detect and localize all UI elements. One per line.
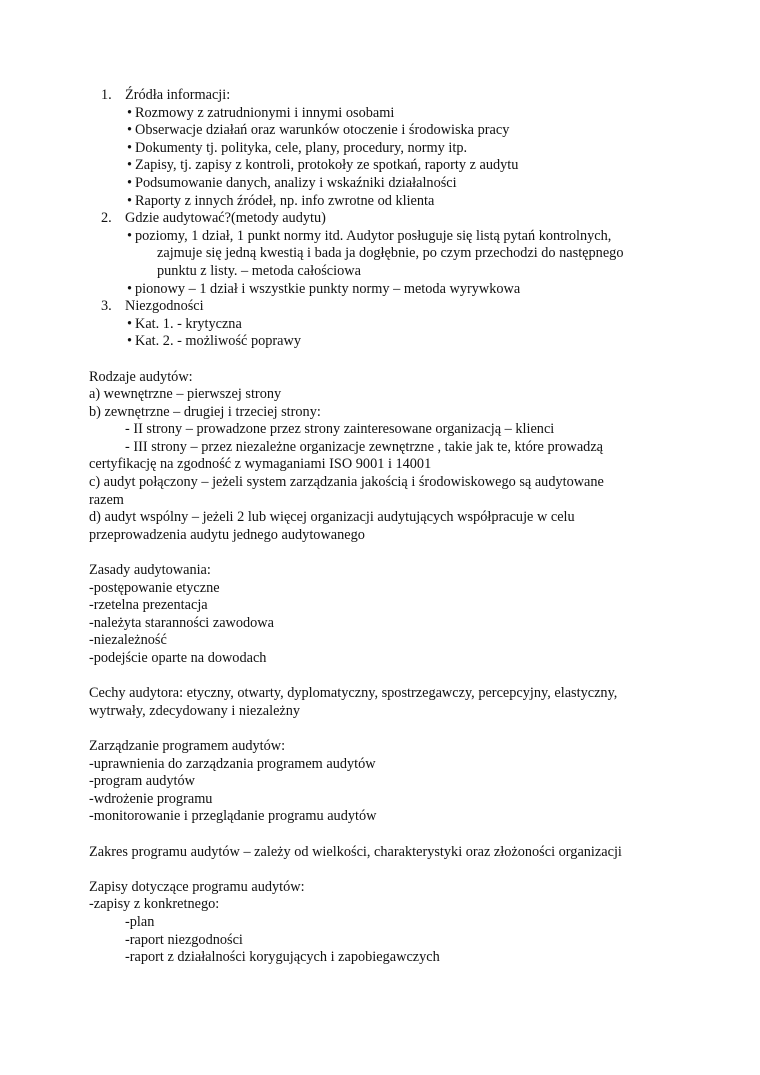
auditor-traits-line: Cechy audytora: etyczny, otwarty, dyplomatyczny, spostrzegawczy, percepcyjny, elastyczny, <box>89 685 618 702</box>
bullet-icon: • <box>127 104 133 121</box>
document-body <box>89 87 689 967</box>
bullet-item: • Dokumenty tj. polityka, cele, plany, procedury, normy itp. <box>127 139 468 156</box>
text-line: - II strony – prowadzone przez strony zainteresowane organizacją – klienci <box>125 421 555 438</box>
bullet-continuation: zajmuje się jedną kwestią i bada ja dogłębnie, po czym przechodzi do następnego <box>157 245 624 262</box>
text-line: -raport niezgodności <box>125 931 243 948</box>
item-number: 3. <box>101 298 112 315</box>
bullet-item: • Raporty z innych źródeł, np. info zwrotne od klienta <box>127 192 435 209</box>
bullet-continuation: punktu z listy. – metoda całościowa <box>157 262 361 279</box>
text-line: -plan <box>125 913 155 930</box>
numbered-item-1 <box>89 87 689 105</box>
bullet-icon: • <box>127 280 133 297</box>
bullet-icon: • <box>127 174 133 191</box>
numbered-item-3 <box>89 298 689 316</box>
bullet-item: • Podsumowanie danych, analizy i wskaźniki działalności <box>127 174 457 191</box>
text-line: -rzetelna prezentacja <box>89 597 208 614</box>
bullet-icon: • <box>127 139 133 156</box>
bullet-item: • Kat. 2. - możliwość poprawy <box>127 333 301 350</box>
text-line: a) wewnętrzne – pierwszej strony <box>89 386 282 403</box>
item-number: 1. <box>101 87 112 103</box>
bullet-icon: • <box>127 122 133 139</box>
bullet-item: • Zapisy, tj. zapisy z kontroli, protokoły ze spotkań, raporty z audytu <box>127 157 519 174</box>
text-line: -raport z działalności korygujących i zapobiegawczych <box>125 949 440 966</box>
item-number: 2. <box>101 210 112 227</box>
bullet-icon: • <box>127 192 133 209</box>
text-line: b) zewnętrzne – drugiej i trzeciej strony: <box>89 403 321 420</box>
bullet-icon: • <box>127 157 133 174</box>
item-title: Gdzie audytować?(metody audytu) <box>125 210 326 227</box>
text-line: -wdrożenie programu <box>89 790 213 807</box>
scope-line: Zakres programu audytów – zależy od wielkości, charakterystyki oraz złożoności organizacji <box>89 843 622 860</box>
text-line: -niezależność <box>89 632 167 649</box>
bullet-item: • pionowy – 1 dział i wszystkie punkty normy – metoda wyrywkowa <box>127 280 521 297</box>
bullet-item: • poziomy, 1 dział, 1 punkt normy itd. Audytor posługuje się listą pytań kontrolnych, <box>127 227 612 244</box>
text-line: razem <box>89 491 124 508</box>
bullet-item: • Obserwacje działań oraz warunków otoczenie i środowiska pracy <box>127 122 510 139</box>
bullet-item: • Rozmowy z zatrudnionymi i innymi osobami <box>127 104 395 121</box>
text-line: certyfikację na zgodność z wymaganiami ISO 9001 i 14001 <box>89 456 432 473</box>
bullet-icon: • <box>127 315 133 332</box>
section-heading: Rodzaje audytów: <box>89 368 193 385</box>
text-line: -podejście oparte na dowodach <box>89 650 267 666</box>
text-line: - III strony – przez niezależne organizacje zewnętrzne , takie jak te, które prowadzą <box>125 438 604 455</box>
item-title: Niezgodności <box>125 298 204 315</box>
auditor-traits-line: wytrwały, zdecydowany i niezależny <box>89 702 301 719</box>
bullet-icon: • <box>127 227 133 244</box>
text-line: -zapisy z konkretnego: <box>89 896 220 913</box>
text-line: -należyta staranności zawodowa <box>89 614 274 631</box>
section-heading: Zapisy dotyczące programu audytów: <box>89 878 305 895</box>
text-line: -program audytów <box>89 773 196 790</box>
numbered-item-2 <box>89 210 689 228</box>
text-line: c) audyt połączony – jeżeli system zarządzania jakością i środowiskowego są audytowane <box>89 474 604 491</box>
section-heading: Zarządzanie programem audytów: <box>89 737 286 754</box>
text-line: -uprawnienia do zarządzania programem audytów <box>89 755 376 772</box>
bullet-item: • Kat. 1. - krytyczna <box>127 315 242 332</box>
text-line: -postępowanie etyczne <box>89 579 220 596</box>
item-title: Źródła informacji: <box>125 87 231 103</box>
text-line: przeprowadzenia audytu jednego audytowanego <box>89 526 365 543</box>
bullet-icon: • <box>127 333 133 350</box>
text-line: d) audyt wspólny – jeżeli 2 lub więcej organizacji audytujących współpracuje w celu <box>89 509 575 526</box>
text-line: -monitorowanie i przeglądanie programu audytów <box>89 808 377 825</box>
section-heading: Zasady audytowania: <box>89 562 211 579</box>
